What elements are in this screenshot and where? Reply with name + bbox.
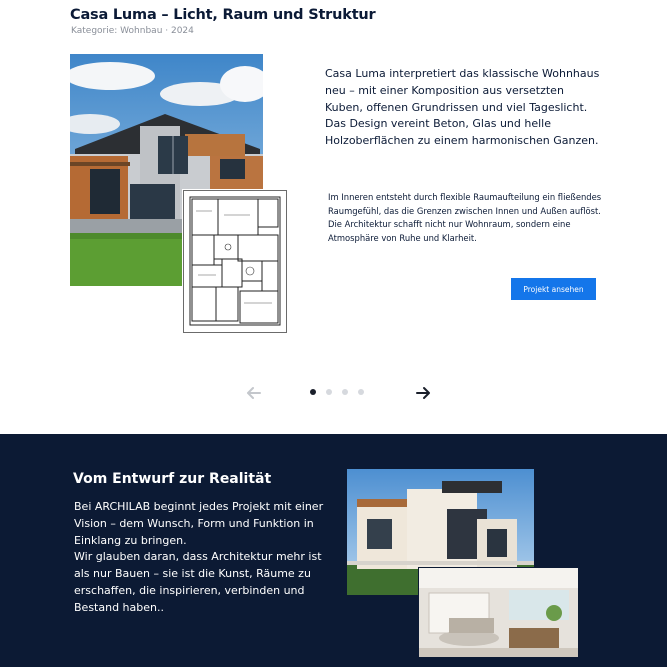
arrow-right-icon [415, 386, 431, 400]
project-details-text: Im Inneren entsteht durch flexible Raumaufteilung ein fließendes Raumgefühl, das die Grenzen zwischen Innen und Außen auflöst. Die Architektur schafft nicht nur Wohnraum, sondern eine Atmosphäre von Ruhe und Klarheit. [328, 192, 602, 244]
view-project-button[interactable]: Projekt ansehen [511, 278, 596, 300]
about-title: Vom Entwurf zur Realität [73, 471, 272, 487]
project-title: Casa Luma – Licht, Raum und Struktur [70, 7, 376, 23]
about-text: Bei ARCHILAB beginnt jedes Projekt mit einer Vision – dem Wunsch, Form und Funktion in Einklang zu bringen. Wir glauben daran, dass Architektur mehr ist als nur Bauen – sie ist die Kunst, Räume zu erschaffen, die inspirieren, verbinden und Bestand haben.. [74, 500, 324, 614]
project-meta: Kategorie: Wohnbau · 2024 [71, 26, 194, 36]
slider-next-button[interactable] [414, 384, 432, 402]
arrow-left-icon [246, 386, 262, 400]
interior-render-image [419, 568, 578, 657]
slider-dot-3[interactable] [342, 389, 348, 395]
slider-dot-1[interactable] [310, 389, 316, 395]
project-details [328, 191, 608, 246]
slider-prev-button[interactable] [245, 384, 263, 402]
slider-dot-4[interactable] [358, 389, 364, 395]
project-description [325, 66, 605, 150]
project-description-text: Casa Luma interpretiert das klassische Wohnhaus neu – mit einer Komposition aus versetzten Kuben, offenen Grundrissen und viel Tageslicht. Das Design vereint Beton, Glas und helle Holzoberflächen zu einem harmonischen Ganzen. [325, 67, 600, 148]
slider-pagination [310, 389, 364, 395]
slider-dot-2[interactable] [326, 389, 332, 395]
floor-plan-image [183, 190, 287, 333]
about-section [0, 434, 667, 667]
